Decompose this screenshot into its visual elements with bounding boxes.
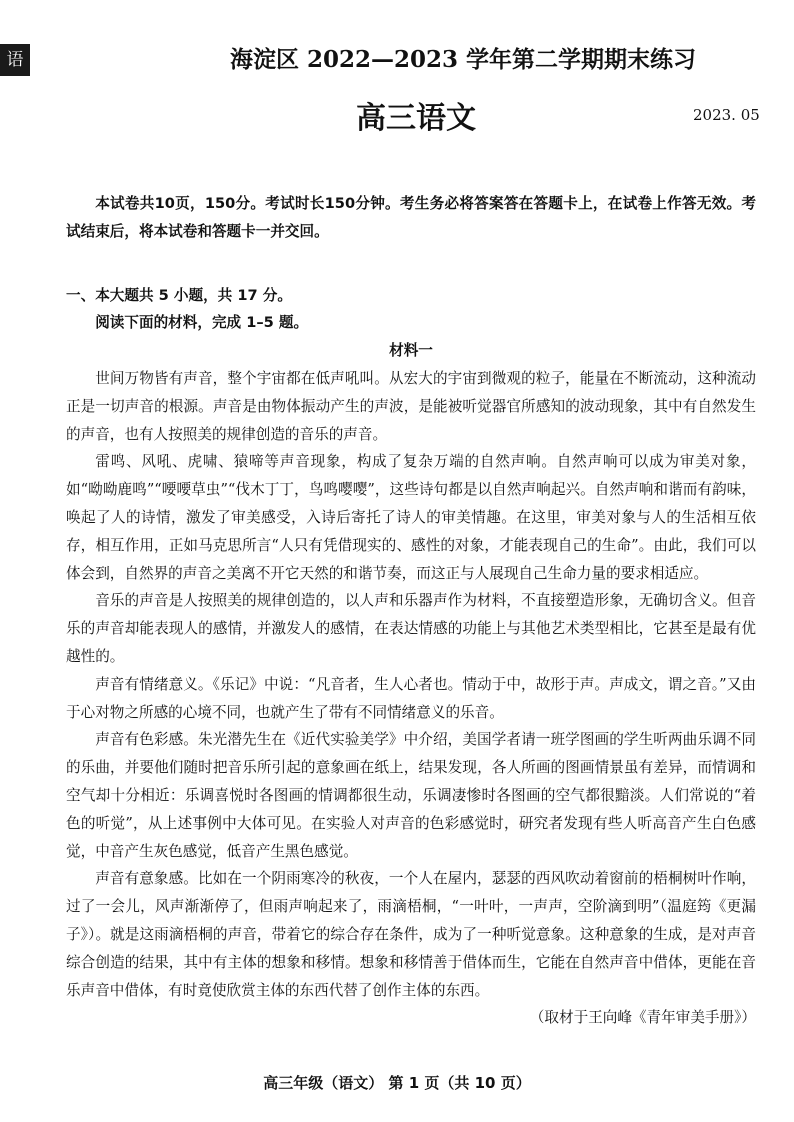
material-paragraph: 雷鸣、风吼、虎啸、猿啼等声音现象，构成了复杂万端的自然声响。自然声响可以成为审美对象，如“呦呦鹿鸣”“喓喓草虫”“伐木丁丁，鸟鸣嘤嘤”，这些诗句都是以自然声响起兴。自然声响和谐而有韵味，唤起了人的诗情，激发了审美感受，入诗后寄托了诗人的审美情趣。在这里，审美对象与人的生活相互依存，相互作用，正如马克思所言“人只有凭借现实的、感性的对象，才能表现自己的生命”。由此，我们可以体会到，自然界的声音之美离不开它天然的和谐节奏，而这正与人展现自己生命力量的要求相适应。 (66, 453, 756, 582)
section-heading: 一、本大题共 5 小题，共 17 分。 (66, 286, 292, 304)
material-paragraph: 声音有意象感。比如在一个阴雨寒冷的秋夜，一个人在屋内，瑟瑟的西风吹动着窗前的梧桐树叶作响，过了一会儿，风声渐渐停了，但雨声响起来了，雨滴梧桐，“一叶叶，一声声，空阶滴到明”（温庭筠《更漏子》）。就是这雨滴梧桐的声音，带着它的综合存在条件，成为了一种听觉意象。这种意象的生成，是对声音综合创造的结果，其中有主体的想象和移情。想象和移情善于借体而生，它能在自然声音中借体，更能在音乐声音中借体，有时竟使欣赏主体的东西代替了创作主体的东西。 (66, 870, 756, 999)
exam-date: 2023. 05 (693, 106, 760, 124)
section-instruction: 阅读下面的材料，完成 1–5 题。 (95, 314, 309, 332)
material-paragraph: 世间万物皆有声音，整个宇宙都在低声吼叫。从宏大的宇宙到微观的粒子，能量在不断流动，这种流动正是一切声音的根源。声音是由物体振动产生的声波，是能被听觉器官所感知的波动现象，其中有自然发生的声音，也有人按照美的规律创造的音乐的声音。 (66, 369, 756, 443)
exam-notice: 本试卷共10页，150分。考试时长150分钟。考生务必将答案答在答题卡上，在试卷上作答无效。考试结束后，将本试卷和答题卡一并交回。 (66, 195, 756, 240)
subject-title: 高三语文 (356, 101, 476, 136)
material-paragraph: 音乐的声音是人按照美的规律创造的，以人声和乐器声作为材料，不直接塑造形象，无确切含义。但音乐的声音却能表现人的感情，并激发人的感情，在表达情感的功能上与其他艺术类型相比，它甚至是最有优越性的。 (66, 592, 756, 665)
exam-body (66, 190, 756, 1032)
exam-title: 海淀区 2022—2023 学年第二学期期末练习 (230, 46, 697, 73)
material-paragraph: 声音有情绪意义。《乐记》中说：“凡音者，生人心者也。情动于中，故形于声。声成文，谓之音。”又由于心对物之所感的心境不同，也就产生了带有不同情绪意义的乐音。 (66, 675, 756, 721)
page-footer: 高三年级（语文） 第 1 页（共 10 页） (263, 1074, 531, 1092)
material-title: 材料一 (389, 342, 433, 360)
material-paragraph: 声音有色彩感。朱光潜先生在《近代实验美学》中介绍，美国学者请一班学图画的学生听两曲乐调不同的乐曲，并要他们随时把音乐所引起的意象画在纸上，结果发现，各人所画的图画情景虽有差异，而情调和空气却十分相近：乐调喜悦时各图画的情调都很生动，乐调凄惨时各图画的空气都很黯淡。人们常说的“着色的听觉”，从上述事例中大体可见。在实验人对声音的色彩感觉时，研究者发现有些人听高音产生白色感觉，中音产生灰色感觉，低音产生黑色感觉。 (66, 731, 756, 860)
material-source: （取材于王向峰《青年审美手册》） (529, 1009, 756, 1027)
subject-tag: 语 (0, 44, 30, 76)
